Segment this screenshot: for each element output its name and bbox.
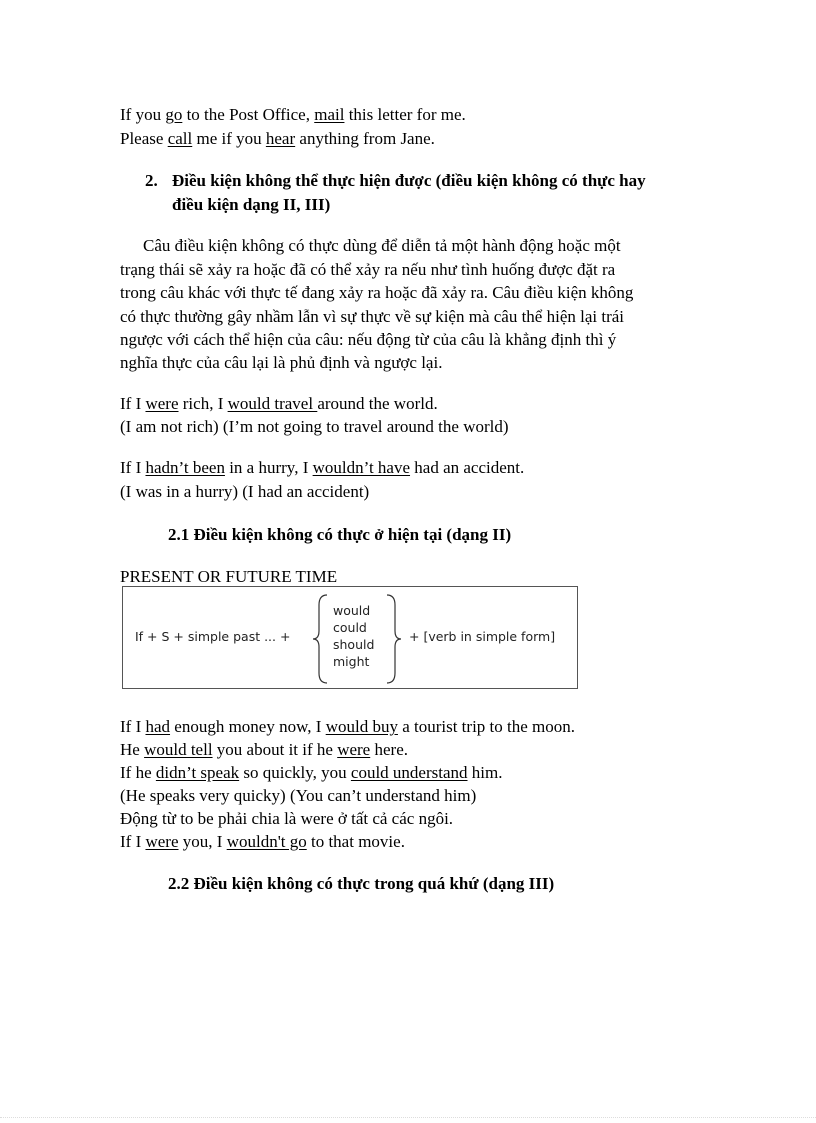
- example-line: [120, 784, 476, 807]
- text-segment: rich, I: [178, 394, 228, 413]
- text-segment: me if you: [192, 129, 266, 148]
- modal-could: could: [333, 620, 367, 635]
- example-line: [120, 715, 575, 738]
- example-line: [120, 830, 405, 853]
- underlined-term: mail: [314, 105, 345, 124]
- modal-should: should: [333, 637, 375, 652]
- underlined-term: were: [145, 394, 179, 413]
- formula-box: [122, 586, 578, 689]
- text-segment: Please: [120, 129, 168, 148]
- text-segment: you about it if he: [212, 740, 338, 759]
- paragraph-line: trong câu khác với thực tế đang xảy ra hoặc đã xảy ra. Câu điều kiện không: [120, 283, 634, 302]
- text-segment: If I: [120, 717, 146, 736]
- underlined-term: hear: [265, 129, 296, 148]
- paragraph-line: ngược với cách thể hiện của câu: nếu động từ của câu là khẳng định thì ý: [120, 330, 617, 349]
- text-segment: If I: [120, 458, 146, 477]
- text-segment: If he: [120, 763, 156, 782]
- text-segment: (He speaks very quicky) (You can’t understand him): [120, 786, 477, 805]
- text-segment: in a hurry, I: [224, 458, 313, 477]
- paragraph-line: trạng thái sẽ xảy ra hoặc đã có thể xảy ra nếu như tình huống được đặt ra: [120, 260, 616, 279]
- formula-left: If + S + simple past ... +: [135, 629, 291, 644]
- text-segment: him.: [467, 763, 503, 782]
- subsection-2-2-title: 2.2 Điều kiện không có thực trong quá khứ (dạng III): [168, 874, 555, 893]
- text-segment: anything from Jane.: [295, 129, 435, 148]
- right-brace-icon: [383, 593, 403, 685]
- underlined-term: wouldn't go: [226, 832, 307, 851]
- text-segment: (I was in a hurry) (I had an accident): [120, 482, 370, 501]
- text-segment: Động từ to be phải chia là were ở tất cả các ngôi.: [120, 809, 454, 828]
- paragraph-line: nghĩa thực của câu lại là phủ định và ngược lại.: [120, 353, 443, 372]
- underlined-term: call: [167, 129, 193, 148]
- modal-would: would: [333, 603, 371, 618]
- text-segment: (I am not rich) (I’m not going to travel around the world): [120, 417, 509, 436]
- text-segment: He: [120, 740, 145, 759]
- text-segment: If I: [120, 832, 146, 851]
- underlined-term: go: [165, 105, 183, 124]
- text-segment: to that movie.: [306, 832, 405, 851]
- text-segment: here.: [370, 740, 408, 759]
- underlined-term: had: [145, 717, 171, 736]
- section-title-line-1: Điều kiện không thể thực hiện được (điều kiện không có thực hay: [172, 171, 646, 190]
- text-segment: enough money now, I: [170, 717, 326, 736]
- underlined-term: would tell: [144, 740, 213, 759]
- text-segment: you, I: [178, 832, 227, 851]
- intro-line: [120, 127, 435, 150]
- text-segment: to the Post Office,: [182, 105, 315, 124]
- example-line: [120, 392, 438, 415]
- left-brace-icon: [311, 593, 331, 685]
- paragraph-line: Câu điều kiện không có thực dùng để diễn tả một hành động hoặc một: [143, 236, 621, 255]
- example-line: [120, 738, 408, 761]
- page-bottom-divider: [0, 1117, 816, 1118]
- present-time-label: PRESENT OR FUTURE TIME: [120, 567, 338, 586]
- text-segment: had an accident.: [410, 458, 525, 477]
- paragraph-line: có thực thường gây nhầm lẫn vì sự thực về sự kiện mà câu thể hiện lại trái: [120, 307, 625, 326]
- intro-line: [120, 103, 466, 126]
- underlined-term: would travel: [227, 394, 318, 413]
- example-line: [120, 415, 509, 438]
- text-segment: If you: [120, 105, 166, 124]
- modal-might: might: [333, 654, 370, 669]
- text-segment: around the world.: [317, 394, 438, 413]
- formula-right: + [verb in simple form]: [409, 629, 556, 644]
- example-line: [120, 807, 453, 830]
- section-title-line-2: điều kiện dạng II, III): [172, 195, 331, 214]
- text-segment: a tourist trip to the moon.: [397, 717, 576, 736]
- underlined-term: could understand: [350, 763, 468, 782]
- underlined-term: would buy: [325, 717, 398, 736]
- underlined-term: were: [145, 832, 179, 851]
- text-segment: this letter for me.: [344, 105, 466, 124]
- section-number: 2.: [145, 171, 158, 190]
- example-line: [120, 456, 524, 479]
- text-segment: If I: [120, 394, 146, 413]
- underlined-term: wouldn’t have: [312, 458, 411, 477]
- underlined-term: didn’t speak: [155, 763, 240, 782]
- subsection-2-1-title: 2.1 Điều kiện không có thực ở hiện tại (dạng II): [168, 525, 512, 544]
- example-line: [120, 761, 502, 784]
- underlined-term: were: [337, 740, 371, 759]
- example-line: [120, 480, 369, 503]
- underlined-term: hadn’t been: [145, 458, 225, 477]
- text-segment: so quickly, you: [239, 763, 351, 782]
